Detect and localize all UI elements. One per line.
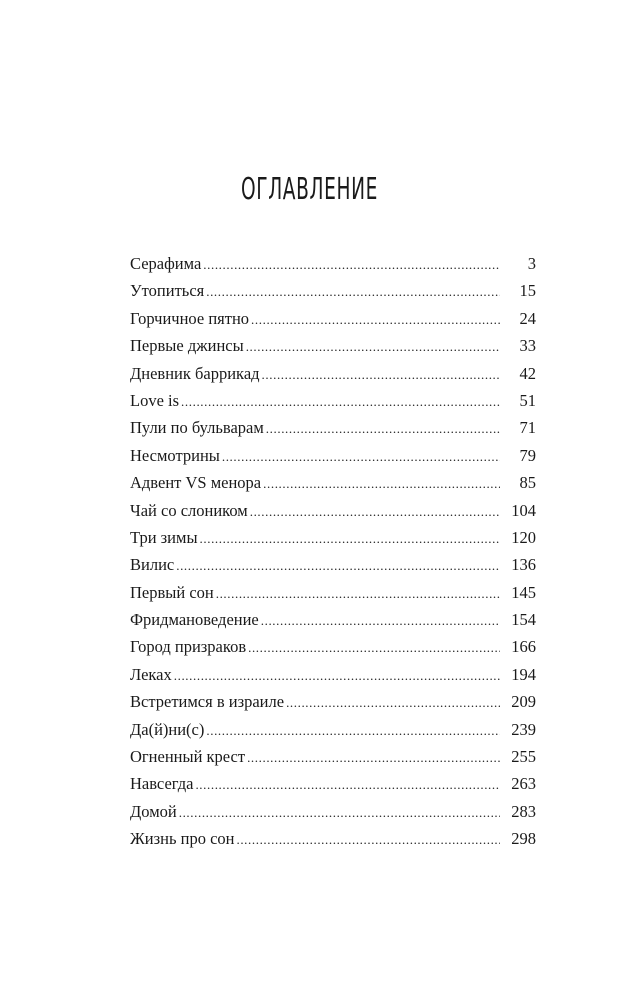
toc-entry bbox=[130, 798, 536, 825]
toc-entry-title: Домой bbox=[130, 801, 177, 821]
dot-leader bbox=[179, 799, 500, 826]
dot-leader bbox=[206, 278, 500, 305]
toc-entry bbox=[130, 688, 536, 715]
toc-entry-title: Серафима bbox=[130, 254, 202, 273]
toc-entry bbox=[130, 716, 536, 743]
toc-entry bbox=[130, 277, 536, 304]
dot-leader bbox=[216, 580, 500, 607]
toc-list bbox=[130, 250, 536, 853]
toc-page-number: 283 bbox=[511, 801, 536, 821]
toc-entry bbox=[130, 469, 536, 496]
toc-entry bbox=[130, 360, 536, 387]
toc-page-number: 298 bbox=[511, 829, 536, 849]
toc-entry bbox=[130, 332, 536, 359]
toc-page-number: 79 bbox=[519, 445, 536, 465]
toc-entry bbox=[130, 551, 536, 578]
toc-heading: ОГЛАВЛЕНИЕ bbox=[240, 172, 379, 207]
dot-leader bbox=[195, 771, 500, 798]
toc-page-number: 239 bbox=[511, 719, 536, 739]
toc-entry-title: Чай со слоником bbox=[130, 500, 248, 520]
dot-leader bbox=[251, 306, 500, 333]
dot-leader bbox=[222, 443, 500, 470]
toc-entry-title: Горчичное пятно bbox=[130, 308, 250, 328]
dot-leader bbox=[181, 388, 500, 415]
toc-page-number: 209 bbox=[511, 692, 536, 712]
dot-leader bbox=[250, 498, 500, 525]
toc-page-number: 3 bbox=[527, 254, 536, 273]
toc-page-number: 15 bbox=[519, 281, 536, 301]
toc-page-number: 154 bbox=[511, 610, 536, 630]
dot-leader bbox=[261, 607, 500, 634]
toc-entry-title: Дневник баррикад bbox=[130, 363, 260, 383]
dot-leader bbox=[286, 689, 500, 716]
toc-entry bbox=[130, 305, 536, 332]
toc-page-number: 33 bbox=[519, 336, 536, 356]
dot-leader bbox=[203, 251, 500, 278]
dot-leader bbox=[246, 333, 500, 360]
toc-entry-title: Навсегда bbox=[130, 774, 194, 794]
toc-entry-title: Несмотрины bbox=[130, 445, 220, 465]
dot-leader bbox=[248, 634, 500, 661]
toc-page-number: 263 bbox=[511, 774, 536, 794]
toc-entry bbox=[130, 661, 536, 688]
toc-entry-title: Адвент VS менора bbox=[130, 473, 262, 493]
toc-entry bbox=[130, 825, 536, 852]
toc-entry-title: Жизнь про сон bbox=[130, 829, 235, 849]
toc-entry-title: Огненный крест bbox=[130, 747, 246, 767]
toc-page-number: 145 bbox=[511, 582, 536, 602]
toc-entry-title: Пули по бульварам bbox=[130, 418, 264, 438]
toc-entry-title: Вилис bbox=[130, 555, 175, 575]
toc-page-number: 255 bbox=[511, 747, 536, 767]
toc-entry-title: Да(й)ни(с) bbox=[130, 719, 205, 739]
dot-leader bbox=[262, 361, 500, 388]
dot-leader bbox=[236, 826, 500, 853]
toc-page-number: 104 bbox=[511, 500, 536, 520]
toc-entry-title: Город призраков bbox=[130, 637, 247, 657]
dot-leader bbox=[247, 744, 500, 771]
dot-leader bbox=[266, 415, 500, 442]
toc-entry bbox=[130, 414, 536, 441]
toc-page-number: 120 bbox=[511, 527, 536, 547]
dot-leader bbox=[176, 552, 500, 579]
toc-entry-title: Первые джинсы bbox=[130, 336, 244, 356]
toc-entry bbox=[130, 497, 536, 524]
toc-entry-title: Утопиться bbox=[130, 281, 205, 301]
toc-entry-title: Первый сон bbox=[130, 582, 214, 602]
toc-page-number: 166 bbox=[511, 637, 536, 657]
toc-entry bbox=[130, 770, 536, 797]
toc-page-number: 42 bbox=[519, 363, 536, 383]
toc-entry bbox=[130, 442, 536, 469]
toc-page-number: 51 bbox=[519, 390, 536, 410]
dot-leader bbox=[174, 662, 500, 689]
dot-leader bbox=[263, 470, 500, 497]
toc-entry bbox=[130, 524, 536, 551]
toc-entry-title: Фридмановедение bbox=[130, 610, 259, 630]
toc-page-number: 136 bbox=[511, 555, 536, 575]
dot-leader bbox=[200, 525, 500, 552]
toc-entry bbox=[130, 633, 536, 660]
toc-entry bbox=[130, 606, 536, 633]
toc-entry-title: Love is bbox=[130, 390, 180, 410]
toc-entry bbox=[130, 579, 536, 606]
toc-page-number: 71 bbox=[519, 418, 536, 438]
dot-leader bbox=[206, 717, 500, 744]
toc-entry bbox=[130, 743, 536, 770]
toc-entry bbox=[130, 250, 536, 277]
toc-page-number: 24 bbox=[519, 308, 536, 328]
toc-page-number: 194 bbox=[511, 664, 536, 684]
toc-page-number: 85 bbox=[519, 473, 536, 493]
toc-entry-title: Встретимся в израиле bbox=[130, 692, 285, 712]
toc-entry-title: Леках bbox=[130, 664, 172, 684]
toc-entry-title: Три зимы bbox=[130, 527, 198, 547]
toc-entry bbox=[130, 387, 536, 414]
